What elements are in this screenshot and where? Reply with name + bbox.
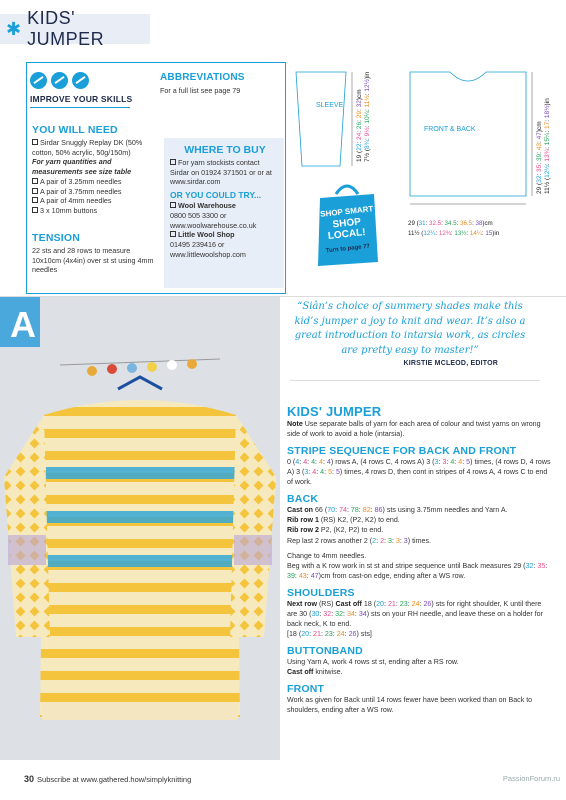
abbreviations: [160, 72, 280, 96]
stockists-text: For yarn stockists contact Sirdar on 01924 371501 or or at www.sirdar.com: [170, 158, 272, 187]
yarn-ball-icon: [30, 72, 47, 89]
body-length-cm: 29 (32: 35: 39: 43: 47)cm: [536, 121, 543, 194]
body-outline: [410, 72, 526, 196]
pattern-title: KIDS' JUMPER: [287, 404, 382, 419]
stripe-text: 0 (4: 4: 4: 4: 4) rows A, (4 rows C, 4 rows A) 3 (3: 3: 4: 4: 5) times, (4 rows D, 4 rows A) 3 (3: 4: 4: 5: 5) times, 4 rows D, then cont in stripes of 4 rows A, 4 rows C to end of work.: [287, 458, 551, 487]
editor-quote: “Siân’s choice of summery shades make this kid’s jumper a joy to knit and wear. It’s also a great introduction to intarsia work, as circles are pretty easy to master!”: [294, 301, 526, 356]
back-heading: BACK: [287, 493, 319, 506]
divider: [290, 380, 540, 381]
yarn-ball-icon: [72, 72, 89, 89]
badge-line2: SHOP: [332, 216, 362, 231]
pattern-note: Note Use separate balls of yarn for each area of colour and twist yarns on wrong side of work to avoid a hole (intarsia).: [287, 420, 541, 439]
shoulders-heading: SHOULDERS: [287, 586, 355, 599]
checkbox-icon: [32, 139, 38, 145]
buttonband-heading: BUTTONBAND: [287, 645, 363, 657]
width-cm: 29 (31: 32.5: 34.5: 36.5: 38)cm: [408, 220, 493, 227]
checkbox-icon: [32, 178, 38, 184]
badge-line4: Turn to page 77: [325, 243, 371, 255]
yarn-ball-icon: [51, 72, 68, 89]
shop-name: Little Wool Shop: [178, 230, 235, 240]
need-item: 3 x 10mm buttons: [40, 206, 98, 216]
skills-icons: [30, 72, 89, 89]
sleeve-length-cm: 19 (22: 24: 26: 29: 32)cm: [356, 89, 363, 162]
body-length-in: 11½ (12½: 13¾: 15¼: 17: 18½)in: [544, 98, 551, 194]
watermark: PassionForum.ru: [502, 774, 560, 783]
checkbox-icon: [170, 202, 176, 208]
buttonband-text: Using Yarn A, work 4 rows st st, ending after a RS row. Cast off knitwise.: [287, 658, 459, 677]
subscribe-text: Subscribe at www.gathered.how/simplyknitting: [37, 775, 192, 784]
checkbox-icon: [170, 159, 176, 165]
skills-label: IMPROVE YOUR SKILLS: [30, 94, 133, 104]
tension-text: 22 sts and 28 rows to measure 10x10cm (4x4in) over st st using 4mm needles: [32, 246, 154, 275]
need-item: Sirdar Snuggly Replay DK (50% cotton, 50% acrylic, 50g/150m): [32, 138, 143, 157]
abbrev-text: For a full list see page 79: [160, 86, 241, 95]
shoulders-text: Next row (RS) Cast off 18 (20: 21: 23: 24: 26) sts for right shoulder, K until there are 30 (30: 32: 32: 34: 34) sts on your RH needle, and leave these on a holder for back neck, K to end. [18 (20: 21: 23: 24: 26) sts]: [287, 599, 543, 638]
page-footer: [24, 774, 191, 784]
front-heading: FRONT: [287, 683, 325, 696]
sleeve-outline: [296, 72, 346, 166]
page-number: 30: [24, 774, 35, 784]
need-heading: YOU WILL NEED: [32, 124, 118, 136]
shop-local-badge: [312, 180, 382, 275]
section-header: [0, 8, 150, 49]
tension-section: [32, 232, 160, 275]
abbrev-heading: ABBREVIATIONS: [160, 72, 245, 83]
back-text-2: Change to 4mm needles. Beg with a K row work in st st and stripe sequence until Back measures 29 (32: 35: 39: 43: 47)cm from cast-on edge, ending after a WS row.: [287, 551, 548, 580]
checkbox-icon: [32, 207, 38, 213]
you-will-need: [32, 124, 162, 216]
checkbox-icon: [32, 197, 38, 203]
page-title: KIDS' JUMPER: [27, 8, 105, 49]
quote-author: KIRSTIE MCLEOD, EDITOR: [403, 360, 498, 367]
sleeve-label: SLEEVE: [316, 102, 344, 109]
need-note: For yarn quantities and measurements see size table: [32, 157, 132, 177]
back-text: Cast on 66 (70: 74: 78: 82: 86) sts using 3.75mm needles and Yarn A. Rib row 1 (RS) K2, (P2, K2) to end. Rib row 2 P2, (K2, P2) to end. Rep last 2 rows another 2 (2: 2: 3: 3: 3) times.: [287, 506, 508, 545]
shopping-bag-icon: [312, 180, 382, 270]
front-back-label: FRONT & BACK: [424, 126, 476, 133]
badge-line3: LOCAL!: [327, 227, 367, 242]
shop-details: 01495 239416 or www.littlewoolshop.com: [170, 240, 246, 259]
need-item: A pair of 4mm needles: [40, 196, 112, 206]
pattern-instructions: [287, 404, 552, 715]
where-heading: WHERE TO BUY: [184, 144, 266, 156]
sleeve-length-in: 7½ (8¾: 9½: 10¼: 11½: 12½)in: [364, 71, 371, 162]
front-text: Work as given for Back until 14 rows fewer have been worked than on Back to shoulders, ending after a WS row.: [287, 696, 533, 715]
shop-details: 0800 505 3300 or www.woolwarehouse.co.uk: [170, 210, 257, 230]
tension-heading: TENSION: [32, 232, 81, 244]
need-item: A pair of 3.25mm needles: [40, 176, 122, 186]
jumper-illustration: [0, 297, 280, 760]
badge-line1: SHOP SMART: [319, 204, 374, 219]
svg-text:A: A: [10, 304, 36, 345]
width-in: 11½ (12¼: 12¾: 13½: 14¼: 15)in: [408, 230, 500, 237]
try-heading: OR YOU COULD TRY...: [170, 190, 262, 201]
checkbox-icon: [32, 188, 38, 194]
need-item: A pair of 3.75mm needles: [40, 186, 122, 196]
jumper-photo: [0, 297, 280, 760]
star-icon: ✱: [6, 18, 22, 40]
stripe-heading: STRIPE SEQUENCE FOR BACK AND FRONT: [287, 445, 517, 458]
divider: [30, 107, 130, 108]
shop-name: Wool Warehouse: [178, 201, 236, 211]
where-to-buy: [164, 138, 284, 288]
checkbox-icon: [170, 231, 176, 237]
